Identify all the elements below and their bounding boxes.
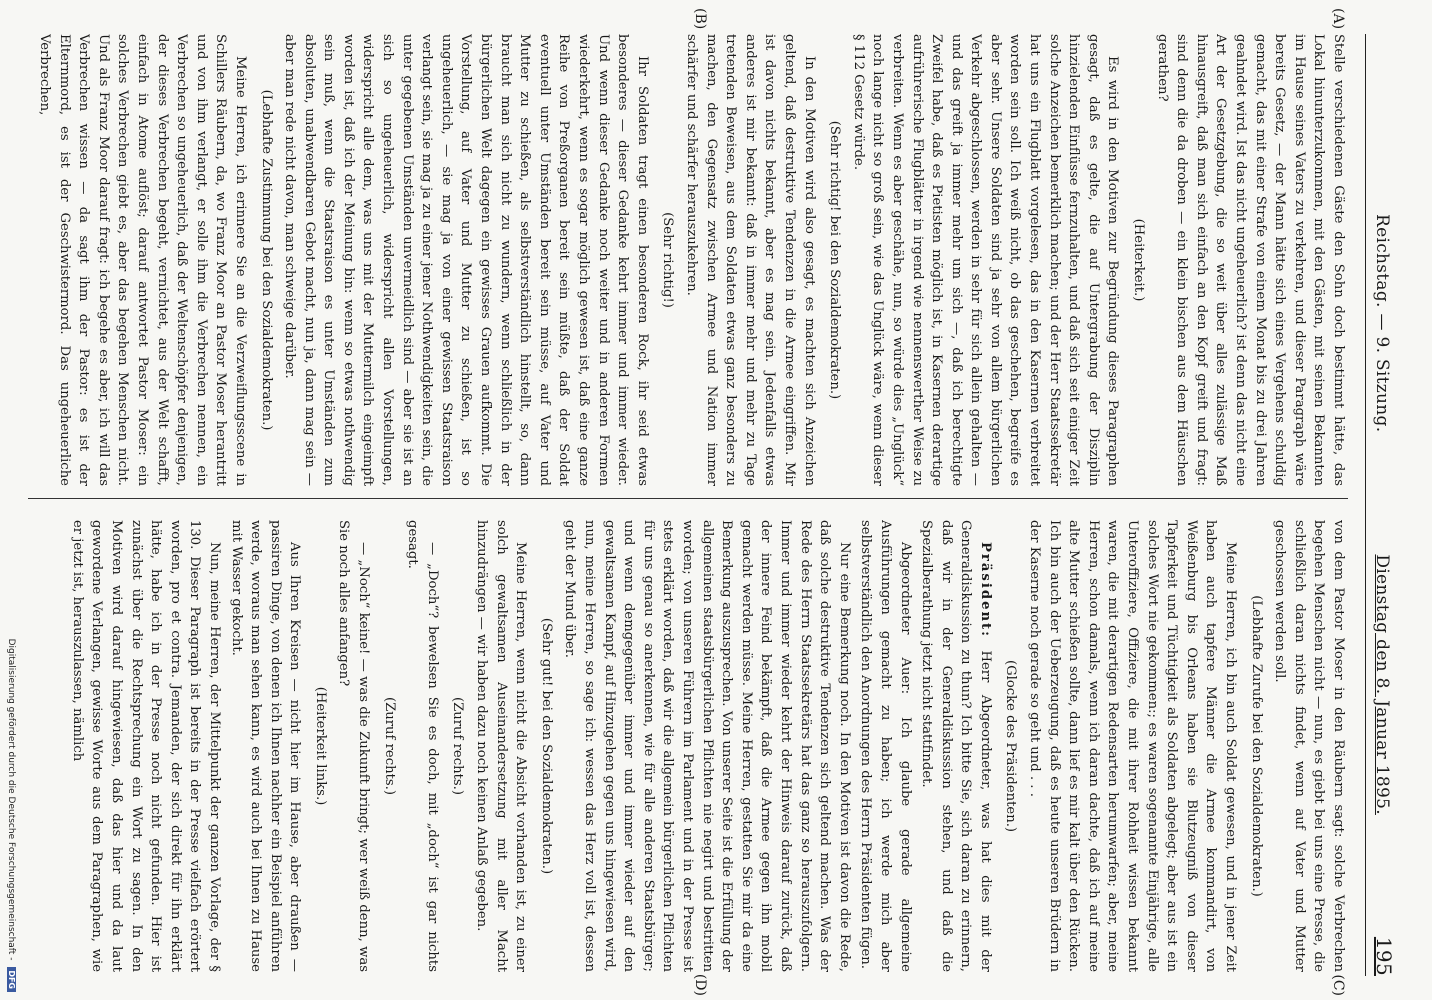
audience-reaction: (Lebhafte Zustimmung bei den Sozialdemokraten.) bbox=[258, 89, 274, 431]
paragraph: Meine Herren, wenn nicht die Absicht vorhanden ist, zu einer solch gewaltsamen Auseinandersetzung mit aller Macht hinzudrängen — wir haben dazu noch keinen Anlaß gegeben. bbox=[474, 520, 529, 972]
page-number: 195 bbox=[1372, 936, 1396, 976]
paragraph: Stelle verschiedenen Gäste den Sohn doch bestimmt hätte, das Lokal hinunterzukommen, mit den Gästen, mit seinen Bekannten im Hause seines Vaters zu verkehren, und dieser Paragraph wäre bereits Gesetz, — der Mann hätte sich eines Vergehens schuldig gemacht, das mit einer Strafe von einem Monat bis zu drei Jahren geahndet wird. Ist das nicht ungeheuerlich? ist denn das nicht eine Art der Gesetzgebung, die so weit über alles zulässige Maß hinausgreift, daß man sich einfach an den Kopf greift und fragt: sind denn die da droben — ein klein bischen aus dem Häuschen gerathen? bbox=[1154, 34, 1346, 486]
president-remark bbox=[917, 520, 995, 972]
speech-text: Ich glaube gerade allgemeine Ausführungen gemacht zu haben; ich werde mich aber selbstverständlich den Anordnungen des Herrn Präsidenten fügen. bbox=[858, 520, 913, 972]
paragraph: — „Doch“? bewelsen Sie es doch, mit „doch“ ist gar nichts gesagt. bbox=[405, 520, 440, 972]
audience-reaction: (Zuruf rechts.) bbox=[450, 696, 466, 796]
left-column bbox=[28, 34, 1348, 486]
margin-marker-a: (A) bbox=[1330, 8, 1346, 30]
audience-reaction: (Lebhafte Zurufe bei den Sozialdemokraten.) bbox=[1248, 595, 1264, 897]
credit-text: Digitalisierung gefördert durch die Deutsche Forschungsgemeinschaft - bbox=[6, 638, 16, 961]
speaker-label: Präsident: bbox=[977, 542, 993, 639]
speaker-label: Abgeordneter Auer: bbox=[897, 542, 913, 695]
session-title: Reichstag. — 9. Sitzung. bbox=[1372, 214, 1392, 433]
paragraph: Es wird in den Motiven zur Begründung dieses Paragraphen gesagt, daß es gelte, die auf Untergrabung der Disziplin hinzielenden Einflüsse fernzuhalten, und daß sich seit einiger Zeit solche Anzeichen bemerklich machen; und der Herr Staatssekretär hat uns ein Flugblatt vorgelesen, das in den Kasernen verbreitet worden sein soll. Ich weiß nicht, ob das geschehen, begreife es aber sehr. Unsere Soldaten sind ja sehr von allem bürgerlichen Verkehr abgeschlossen, werden in sehr für sich allein gehalten — und das greift ja immer mehr um sich —, daß ich berechtigte Zweifel habe, daß es Pietisten möglich ist, in Kasernen derartige aufrührerische Flugblätter in irgend wie nennenswerther Weise zu verbreiten. Wenn es aber geschähe, nun, so würde dies „Unglück“ noch lange nicht so groß sein, wie das Unglück wäre, wenn dieser § 112 Gesetz würde. bbox=[850, 34, 1121, 486]
paragraph: Aus Ihren Kreisen — nicht hier im Hause, aber draußen — passiren Dinge, von denen ich Ihnen nachher ein Beispiel anführen werde, woraus man sehen kann, es wird auch bei Ihnen zu Hause mit Wasser gekocht. bbox=[228, 520, 303, 972]
margin-marker-d: (D) bbox=[692, 973, 708, 996]
audience-reaction: (Sehr richtig! bei den Sozialdemokraten.) bbox=[827, 120, 843, 400]
audience-reaction: (Heiterkeit links.) bbox=[312, 686, 328, 806]
margin-marker-c: (C) bbox=[1330, 974, 1346, 996]
paragraph: Nun, meine Herren, der Mittelpunkt der ganzen Vorlage, der § 130. Dieser Paragraph ist bereits in der Presse vielfach erörtert worden, pro et contra. Jemanden, der sich direkt für ihn erklärt hätte, habe ich in der Presse noch nicht gefunden. Hier ist zunächst über die Rechtsprechung ein Wort zu sagen. In den Motiven wird darauf hingewiesen, daß das hier und da laut gewordene Verlangen, gewisse Worte aus dem Paragraphen, wie er jetzt ist, herauszulassen, nämlich bbox=[69, 520, 222, 972]
paragraph: — „Noch“ keine! — was die Zukunft bringt; wer weiß denn, was Sie noch alles anfangen? bbox=[336, 520, 372, 972]
right-column bbox=[28, 520, 1348, 972]
paragraph: Meine Herren, ich bin auch Soldat gewesen, und in jener Zeit haben auch tapfere Männer die Armee kommandirt, von Weißenburg bis Orleans haben sie Blutzeugniß von dieser Tapferkeit und Tüchtigkeit als Soldaten abgelegt; aber aus ist ein solches Wort nie gekommen:; es waren sogenannte Einjährige, alle Unteroffiziere, Offiziere, die mit ihrer Rohheit wissen bekannt waren, die mit derartigen Redensarten herumwarfen; aber, meine Herren, schon damals, wenn ich daran dachte, daß ich auf meine alte Mutter schießen sollte, dann lief es mir kalt über den Rücken. Ich bin auch der Ueberzeugung, daß es heute unseren Brüdern in der Kaserne noch gerade so geht und . . . bbox=[1027, 520, 1239, 972]
page-header bbox=[1365, 34, 1396, 976]
audience-reaction: (Glocke des Präsidenten.) bbox=[1003, 659, 1019, 833]
dfg-logo: DFG bbox=[7, 967, 16, 992]
paragraph: Meine Herren, ich erinnere Sie an die Verzweiflungsscene in Schillers Räubern, da, wo Franz Moor an Pastor Moser herantritt und von ihm verlangt, er solle ihm die Verbrechen nennen, ein Verbrechen so ungeheuerlich, daß der Weltenschöpfer denjenigen, der dieses Verbrechen begeht, vernichtet, aus der Welt schafft, einfach in Atome auflöst; darauf antwortet Pastor Moser: ein solches Verbrechen giebt es, aber das begehen Menschen nicht. Und als Franz Moor darauf fragt: ich begehe es aber, ich will das Verbrechen wissen — da sagt ihm der Pastor: es ist der Elternmord, es ist der Geschwistermord. Das ungeheuerliche Verbrechen, bbox=[37, 34, 248, 486]
audience-reaction: (Sehr richtig!) bbox=[660, 212, 676, 308]
paragraph: Nur eine Bemerkung noch. In den Motiven ist davon die Rede, daß solche destruktive Tendenzen sich geltend machen. Was der Rede des Herrn Staatssekretärs hat das ganz so herauszufolgern. Immer und immer wieder kehrt der Hinweis darauf zurück, daß der innere Feind bekämpft, daß die Armee gegen ihn mobil gemacht werden müsse. Meine Herren, gestatten Sie mir da eine Bemerkung auszusprechen. Von unserer Seite ist die Erfüllung der allgemeinen staatsbürgerlichen Pflichten nie negirt und bestritten worden; von unseren Führern im Parlament und in der Presse ist stets erklärt worden, daß wir die allgemein bürgerlichen Pflichten für uns genau so anerkennen, wie für alle anderen Staatsbürger; und wenn demgegenüber immer und immer wieder auf den gewaltsamen Kampf, auf Hinzugehen gegen uns hingewiesen wird, nun, meine Herren, so sage ich: wessen das Herz voll ist, dessen geht der Mund über. bbox=[562, 520, 852, 972]
audience-reaction: (Zuruf rechts.) bbox=[381, 696, 397, 796]
paragraph: Ihr Soldaten tragt einen besonderen Rock, ihr seid etwas besonderes — dieser Gedanke kehrt immer und immer wieder. Und wenn dieser Gedanke noch weiter und in anderen Formen wiederkehrt, wenn es sogar möglich gewesen ist, daß eine ganze Reihe von Preßorganen bereit sein müßte, daß der Soldat eventuell unter Umständen bereit sein müsse, auf Vater und Mutter zu schießen, als selbstverständlich hinstellt, so, dann braucht man sich nicht zu wundern, wenn schließlich in der bürgerlichen Welt dagegen ein gewisses Grauen aufkommt. Die Vorstellung, auf Vater und Mutter zu schießen, ist so ungeheuerlich, — sie mag ja von einer gewissen Staatsraison verlangt sein, sie mag ja zu einer jener Nothwendigkeiten sein, die unter gegebenen Umständen unvermeidlich sind — aber sie ist an sich so ungeheuerlich, widerspricht allen Vorstellungen, widerspricht alle dem, was uns mit der Muttermilch eingeimpft worden ist, daß ich der Meinung bin: wenn so etwas nothwendig sein muß, wenn die Staatsraison es unter Umständen zum absoluten, unabwendbaren Gebot macht, nun ja, dann mag sein — aber man rede nicht davon, man schweige darüber. bbox=[282, 34, 650, 486]
margin-marker-b: (B) bbox=[692, 8, 708, 30]
audience-reaction: (Heiterkeit.) bbox=[1131, 218, 1147, 302]
audience-reaction: (Sehr gut! bei den Sozialdemokraten.) bbox=[538, 617, 554, 875]
speaker-remark bbox=[856, 520, 915, 972]
column-divider bbox=[28, 498, 1348, 499]
paragraph: von dem Pastor Moser in den Räubern sagt: solche Verbrechen begehen Menschen nicht — nun, es giebt bei uns eine Presse, die schließlich daran nichts findet, wenn auf Vater und Mutter geschossen werden soll. bbox=[1272, 520, 1346, 972]
digitization-credit bbox=[6, 0, 16, 1000]
speech-text: Herr Abgeordneter, was hat dies mit der Generaldiskussion zu thun? Ich bitte Sie, sich daran zu erinnern, daß wir in der Generaldiskussion stehen, und daß die Spezialberathung jetzt nicht stattfindet. bbox=[919, 520, 993, 972]
session-date: Dienstag den 8. Januar 1895. bbox=[1372, 554, 1392, 815]
paragraph: In den Motiven wird also gesagt, es machten sich Anzeichen geltend, daß destruktive Tendenzen in die Armee eingriffen. Mir ist davon nichts bekannt, aber es mag sein. Jedenfalls etwas anderes ist mir bekannt: daß in immer mehr und mehr zu Tage tretenden Beweisen, aus dem Soldaten etwas ganz besonders zu machen, den Gegensatz zwischen Armee und Nation immer schärfer und schärfer herauszukehren. bbox=[684, 34, 817, 486]
